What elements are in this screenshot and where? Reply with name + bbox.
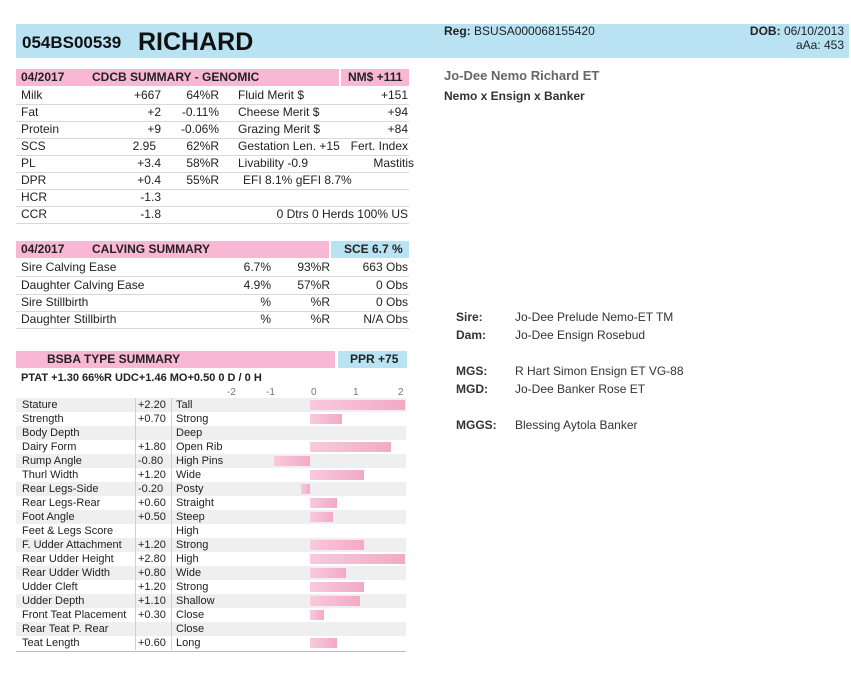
type-row (16, 566, 406, 580)
scale-tick: 0 (311, 387, 317, 398)
cdcb-row: HCR -1.3 (16, 189, 409, 207)
pedigree-value: R Hart Simon Ensign ET VG-88 (515, 364, 684, 378)
sce-badge: SCE 6.7 % (344, 242, 403, 256)
calving-row: Sire Stillbirth % %R 0 Obs (16, 294, 409, 312)
type-trait-descriptor: Wide (176, 567, 202, 579)
cdcb-row: CCR -1.8 0 Dtrs 0 Herds 100% US (16, 206, 409, 224)
column-divider (171, 412, 172, 426)
cdcb-row: SCS 2.95 62%R Gestation Len. +15 Fert. Index (16, 138, 409, 156)
column-divider (171, 552, 172, 566)
sire-short-name: RICHARD (138, 28, 254, 56)
pedigree-value: Jo-Dee Prelude Nemo-ET TM (515, 310, 674, 324)
aaa-code: aAa: 453 (795, 38, 844, 52)
type-row (16, 622, 406, 636)
scale-tick: 1 (353, 387, 359, 398)
column-divider (135, 594, 136, 608)
column-divider (135, 510, 136, 524)
type-trait-descriptor: Deep (176, 427, 203, 439)
dob-label: DOB: (749, 24, 781, 38)
column-divider (171, 594, 172, 608)
scale-tick: -2 (227, 387, 236, 398)
type-trait-value: -0.80 (138, 455, 164, 467)
type-trait-name: Rear Udder Width (22, 567, 111, 579)
type-trait-name: F. Udder Attachment (22, 539, 122, 551)
cdcb-row: DPR +0.4 55%R EFI 8.1% gEFI 8.7% (16, 172, 409, 190)
calving-row: Daughter Calving Ease 4.9% 57%R 0 Obs (16, 277, 409, 295)
type-trait-value: +1.20 (138, 469, 166, 481)
type-row (16, 510, 406, 524)
type-trait-value: +0.70 (138, 413, 166, 425)
type-row (16, 412, 406, 426)
type-trait-descriptor: Shallow (176, 595, 215, 607)
type-trait-descriptor: Strong (176, 581, 209, 593)
type-row (16, 552, 406, 566)
type-trait-descriptor: Strong (176, 413, 209, 425)
type-row (16, 496, 406, 510)
type-trait-name: Feet & Legs Score (22, 525, 114, 537)
column-divider (171, 496, 172, 510)
type-trait-value: +1.10 (138, 595, 166, 607)
column-divider (135, 496, 136, 510)
type-title: BSBA TYPE SUMMARY (47, 352, 181, 366)
column-divider (171, 636, 172, 650)
pedigree-value: Blessing Aytola Banker (515, 418, 638, 432)
type-trait-name: Dairy Form (22, 441, 77, 453)
dob-value: 06/10/2013 (783, 24, 844, 38)
cdcb-row: Fat +2 -0.11% Cheese Merit $ +94 (16, 104, 409, 122)
column-divider (135, 426, 136, 440)
type-value-bar (310, 540, 364, 550)
type-trait-name: Stature (22, 399, 58, 411)
type-trait-descriptor: Close (176, 623, 205, 635)
type-trait-name: Rear Teat P. Rear (22, 623, 109, 635)
column-divider (171, 468, 172, 482)
type-trait-value: -0.20 (138, 483, 164, 495)
type-value-bar (310, 554, 405, 564)
cdcb-row: Milk +667 64%R Fluid Merit $ +151 (16, 87, 409, 105)
type-trait-name: Rear Legs-Side (22, 483, 99, 495)
type-trait-name: Udder Cleft (22, 581, 78, 593)
type-table-bottom-rule (16, 651, 406, 652)
column-divider (135, 412, 136, 426)
type-trait-descriptor: Straight (176, 497, 214, 509)
type-trait-descriptor: High Pins (176, 455, 224, 467)
type-trait-value: +1.80 (138, 441, 166, 453)
type-row (16, 468, 406, 482)
column-divider (171, 566, 172, 580)
column-divider (171, 622, 172, 636)
column-divider (171, 426, 172, 440)
type-trait-name: Body Depth (22, 427, 80, 439)
nm-badge: NM$ +111 (348, 70, 403, 84)
column-divider (135, 538, 136, 552)
column-divider (171, 524, 172, 538)
column-divider (135, 580, 136, 594)
type-value-bar (310, 442, 391, 452)
type-trait-name: Thurl Width (22, 469, 79, 481)
column-divider (135, 524, 136, 538)
pedigree-value: Jo-Dee Ensign Rosebud (515, 328, 646, 342)
ptat-line: PTAT +1.30 66%R UDC+1.46 MO+0.50 0 D / 0 H (21, 372, 262, 384)
type-trait-descriptor: Tall (176, 399, 193, 411)
column-divider (135, 398, 136, 412)
type-trait-descriptor: Open Rib (176, 441, 223, 453)
type-row (16, 580, 406, 594)
type-trait-descriptor: Strong (176, 539, 209, 551)
type-trait-value: +0.30 (138, 609, 166, 621)
type-value-bar (310, 582, 364, 592)
type-trait-name: Rear Udder Height (22, 553, 114, 565)
column-divider (171, 510, 172, 524)
type-value-bar (310, 414, 342, 424)
type-trait-descriptor: Steep (176, 511, 205, 523)
type-trait-name: Teat Length (22, 637, 80, 649)
type-trait-value: +1.20 (138, 581, 166, 593)
column-divider (135, 482, 136, 496)
reg-label: Reg: (444, 24, 471, 38)
reg-value: BSUSA000068155420 (474, 24, 595, 38)
column-divider (171, 608, 172, 622)
type-trait-descriptor: Long (176, 637, 201, 649)
type-trait-name: Udder Depth (22, 595, 85, 607)
type-trait-name: Rear Legs-Rear (22, 497, 101, 509)
type-row (16, 426, 406, 440)
type-value-bar (310, 512, 333, 522)
scale-tick: 2 (398, 387, 404, 398)
type-trait-value: +0.60 (138, 497, 166, 509)
birth-info (750, 24, 844, 52)
type-value-bar (310, 568, 346, 578)
ppr-badge: PPR +75 (350, 352, 399, 366)
type-trait-descriptor: High (176, 525, 199, 537)
pedigree-label: MGS: (456, 364, 488, 378)
type-trait-descriptor: Wide (176, 469, 202, 481)
type-trait-descriptor: High (176, 553, 199, 565)
column-divider (135, 636, 136, 650)
type-row (16, 636, 406, 650)
type-trait-value: +2.80 (138, 553, 166, 565)
column-divider (135, 468, 136, 482)
type-value-bar (301, 484, 310, 494)
column-divider (135, 454, 136, 468)
type-row (16, 538, 406, 552)
type-trait-value: +2.20 (138, 399, 166, 411)
calving-row: Daughter Stillbirth % %R N/A Obs (16, 311, 409, 329)
type-value-bar (310, 400, 405, 410)
cdcb-date: 04/2017 (21, 70, 65, 84)
type-row (16, 594, 406, 608)
column-divider (135, 608, 136, 622)
column-divider (135, 566, 136, 580)
pedigree-label: MGD: (456, 382, 488, 396)
pedigree-summary: Nemo x Ensign x Banker (444, 89, 585, 103)
type-trait-descriptor: Close (176, 609, 205, 621)
type-value-bar (310, 610, 324, 620)
calving-date: 04/2017 (21, 242, 65, 256)
column-divider (171, 398, 172, 412)
cdcb-row: Protein +9 -0.06% Grazing Merit $ +84 (16, 121, 409, 139)
full-name: Jo-Dee Nemo Richard ET (444, 68, 600, 83)
type-trait-name: Front Teat Placement (22, 609, 127, 621)
type-trait-value: +1.20 (138, 539, 166, 551)
type-row (16, 398, 406, 412)
type-trait-name: Foot Angle (22, 511, 75, 523)
type-row (16, 608, 406, 622)
column-divider (171, 454, 172, 468)
type-row (16, 482, 406, 496)
sire-code: 054BS00539 (22, 33, 122, 52)
column-divider (171, 440, 172, 454)
calving-row: Sire Calving Ease 6.7% 93%R 663 Obs (16, 259, 409, 277)
column-divider (171, 482, 172, 496)
type-trait-descriptor: Posty (176, 483, 204, 495)
column-divider (135, 622, 136, 636)
type-value-bar (310, 470, 364, 480)
type-trait-name: Rump Angle (22, 455, 82, 467)
type-row (16, 524, 406, 538)
type-trait-value: +0.80 (138, 567, 166, 579)
scale-tick: -1 (266, 387, 275, 398)
type-row (16, 440, 406, 454)
type-value-bar (274, 456, 310, 466)
type-trait-name: Strength (22, 413, 64, 425)
type-trait-value: +0.60 (138, 637, 166, 649)
type-value-bar (310, 498, 337, 508)
registration (444, 24, 595, 38)
pedigree-label: Dam: (456, 328, 487, 342)
type-row (16, 454, 406, 468)
pedigree-label: MGGS: (456, 418, 497, 432)
type-value-bar (310, 596, 360, 606)
type-value-bar (310, 638, 337, 648)
column-divider (171, 580, 172, 594)
pedigree-label: Sire: (456, 310, 483, 324)
pedigree-value: Jo-Dee Banker Rose ET (515, 382, 646, 396)
cdcb-row: PL +3.4 58%R Livability -0.9 Mastitis (16, 155, 409, 173)
calving-title: CALVING SUMMARY (92, 242, 210, 256)
type-trait-value: +0.50 (138, 511, 166, 523)
cdcb-title: CDCB SUMMARY - GENOMIC (92, 70, 260, 84)
column-divider (135, 440, 136, 454)
column-divider (135, 552, 136, 566)
column-divider (171, 538, 172, 552)
